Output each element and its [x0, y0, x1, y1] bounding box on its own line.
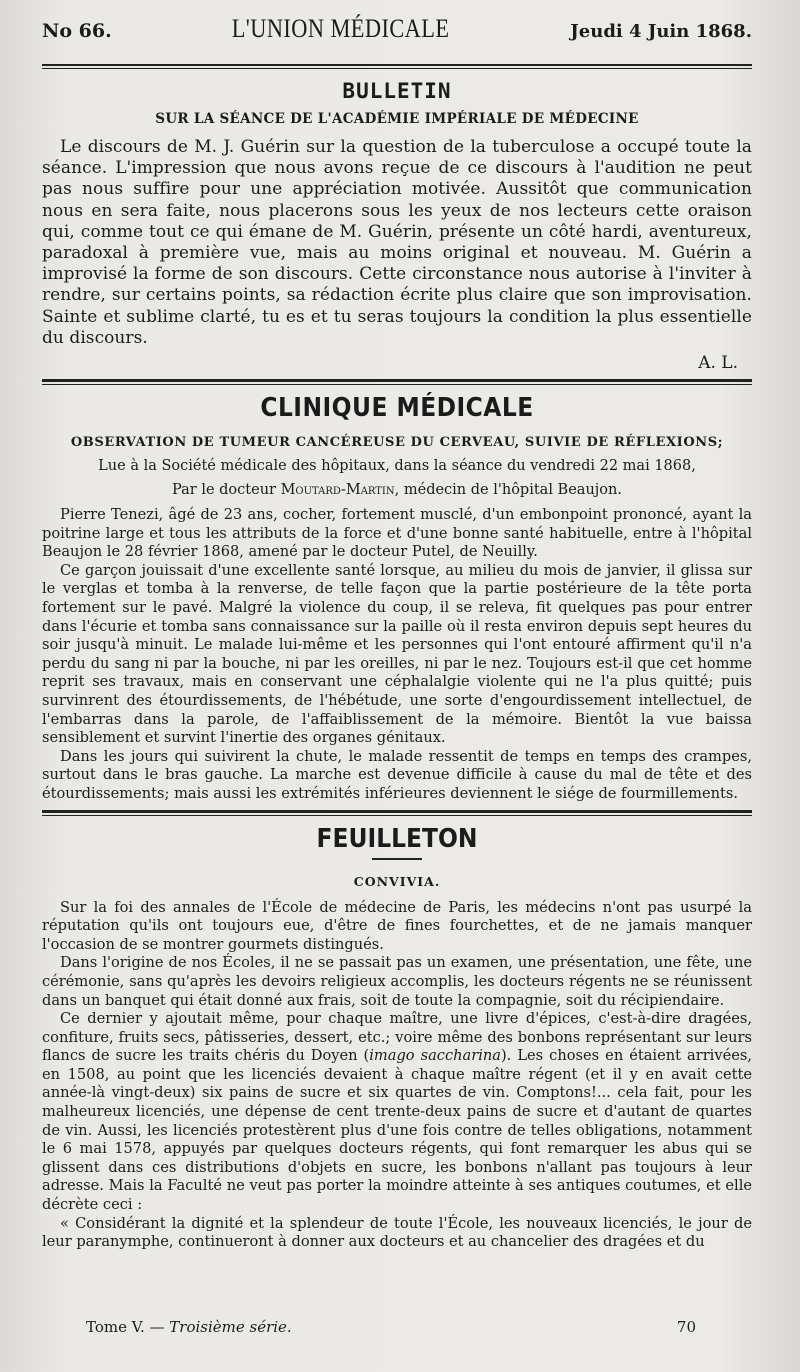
author-prefix: Par le docteur [172, 482, 281, 499]
bulletin-signature: A. L. [698, 353, 738, 374]
issue-date: Jeudi 4 Juin 1868. [570, 21, 752, 42]
feuilleton-subheading: CONVIVIA. [353, 873, 441, 889]
section-rule [42, 810, 752, 816]
volume-line [86, 1318, 292, 1336]
bulletin-section [42, 79, 752, 373]
clinique-heading: CLINIQUE MÉDICALE [260, 393, 534, 424]
bulletin-paragraph: Le discours de M. J. Guérin sur la question de la tuberculose a occupé toute la séance. L'impression que nous avons reçue de ce discours à l'audition ne peut pas nous suffire pour une appréciation motivée. Aussitôt que communication nous en sera faite, nous placerons sous les yeux de nos lecteurs cette oraison qui, comme tout ce qui émane de M. Guérin, présente un côté hardi, aventureux, paradoxal à première vue, mais au moins original et nouveau. M. Guérin a improvisé la forme de son discours. Cette circonstance nous autorise à l'inviter à rendre, sur certains points, sa rédaction écrite plus claire que son improvisation. Sainte et sublime clarté, tu es et tu seras toujours la condition la plus essentielle du discours. [42, 137, 752, 348]
bulletin-subheading: SUR LA SÉANCE DE L'ACADÉMIE IMPÉRIALE DE MÉDECINE [155, 111, 639, 127]
journal-title: L'UNION MÉDICALE [232, 14, 450, 43]
author-name: Moutard-Martin [280, 482, 395, 499]
page-number: 70 [676, 1318, 696, 1336]
feuilleton-paragraph: Sur la foi des annales de l'École de médecine de Paris, les médecins n'ont pas usurpé la réputation qu'ils ont toujours eue, d'être de fines fourchettes, et de ne jamais manquer l'occasion de se montrer gourmets distingués. [42, 898, 752, 953]
reading-note: Lue à la Société médicale des hôpitaux, dans la séance du vendredi 22 mai 1868, [98, 458, 696, 475]
feuilleton-section [42, 824, 752, 1252]
author-suffix: , médecin de l'hôpital Beaujon. [394, 482, 622, 499]
page-footer [86, 1318, 696, 1336]
header-rule [42, 64, 752, 69]
section-rule [42, 379, 752, 385]
clinique-paragraph: Dans les jours qui suivirent la chute, le malade ressentit de temps en temps des crampes, surtout dans le bras gauche. La marche est devenue difficile à cause du mal de tête et des étourdissements; mais aussi les extrémités inférieures deviennent le siége de fourmillements. [42, 747, 752, 802]
bulletin-heading: BULLETIN [342, 79, 452, 103]
feuilleton-quote: « Considérant la dignité et la splendeur de toute l'École, les nouveaux licenciés, le jour de leur paranymphe, continueront à donner aux docteurs et au chancelier des dragées et du [42, 1214, 752, 1251]
author-line [42, 482, 752, 498]
issue-number: No 66. [42, 20, 112, 42]
observation-title: OBSERVATION DE TUMEUR CANCÉREUSE DU CERVEAU, SUIVIE DE RÉFLEXIONS; [70, 435, 724, 451]
series-label: Troisième série. [169, 1318, 292, 1336]
p3-before: Ce dernier y ajoutait même, pour chaque maître, une livre d'épices, c'est-à-dire dragées, confiture, fruits secs, pâtisseries, dessert, etc.; voire même des bonbons représentant sur leurs flancs de sucre les traits chéris du Doyen ( [42, 1010, 752, 1065]
clinique-paragraph: Ce garçon jouissait d'une excellente santé lorsque, au milieu du mois de janvier, il glissa sur le verglas et tomba à la renverse, de telle façon que la partie postérieure de la tête porta fortement sur le pavé. Malgré la violence du coup, il se releva, fit quelques pas pour entrer dans l'écurie et tomba sans connaissance sur la paille où il resta environ depuis sept heures du soir jusqu'à minuit. Le malade lui-même et les personnes qui l'ont entouré affirment qu'il n'a perdu du sang ni par la bouche, ni par les oreilles, ni par le nez. Toujours est-il que cet homme reprit ses travaux, mais en conservant une céphalalgie violente qui ne l'a plus quitté; puis survinrent des étourdissements, de l'hébétude, une sorte d'engourdissement intellectuel, de l'embarras dans la parole, de l'affaiblissement de la mémoire. Bientôt la vue baissa sensiblement et survint l'inertie des organes génitaux. [42, 561, 752, 747]
p3-latin: imago saccharina [369, 1047, 501, 1065]
clinique-section [42, 393, 752, 804]
short-rule [372, 858, 422, 860]
feuilleton-paragraph: Dans l'origine de nos Écoles, il ne se passait pas un examen, une présentation, une fête, une cérémonie, sans qu'après les devoirs religieux accomplis, les docteurs régents ne se réunissent dans un banquet qui était donné aux frais, soit de toute la compagnie, soit du récipiendaire. [42, 954, 752, 1009]
volume-label: Tome V. — [86, 1318, 170, 1336]
clinique-paragraph: Pierre Tenezi, âgé de 23 ans, cocher, fortement musclé, d'un embonpoint prononcé, ayant la poitrine large et tous les attributs de la force et d'une bonne santé habituelle, entre à l'hôpital Beaujon le 28 février 1868, amené par le docteur Putel, de Neuilly. [42, 506, 752, 561]
p3-after: ). Les choses en étaient arrivées, en 1508, au point que les licenciés devaient à chaque maître régent (et il y en avait cette année-là vingt-deux) six pains de sucre et six quartes de vin. Comptons!... cela fait, pour les malheureux licenciés, une dépense de cent trente-deux pains de sucre et d'autant de quartes de vin. Aussi, les licenciés protestèrent plus d'une fois contre de telles obligations, notamment le 6 mai 1578, appuyés par quelques docteurs régents, qui font remarquer les abus qui se glissent dans ces distributions d'objets en sucre, les bonbons n'allant pas toujours à leur adresse. Mais la Faculté ne veut pas porter la moindre atteinte à ses antiques coutumes, et elle décrète ceci : [42, 1047, 752, 1214]
feuilleton-paragraph [42, 1010, 752, 1215]
masthead [42, 14, 752, 54]
feuilleton-heading: FEUILLETON [316, 823, 478, 854]
